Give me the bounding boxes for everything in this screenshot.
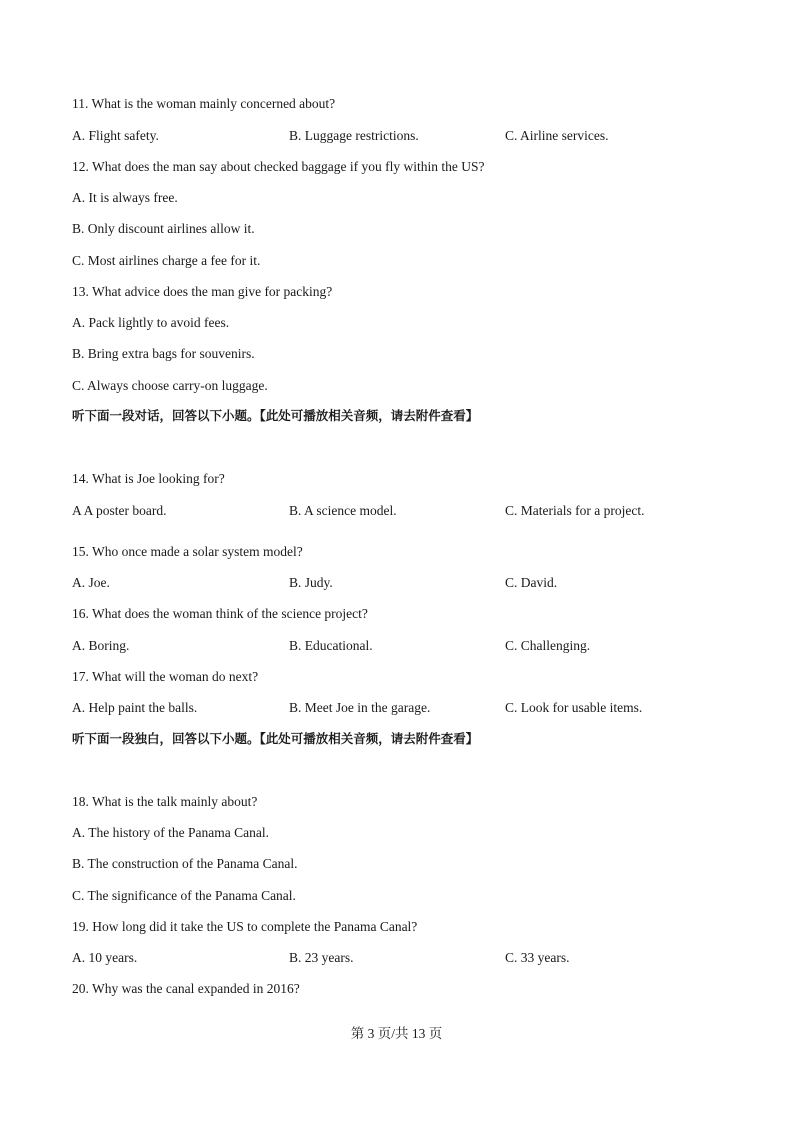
- q12-option-c: C. Most airlines charge a fee for it.: [72, 253, 261, 268]
- q12-option-b: B. Only discount airlines allow it.: [72, 221, 255, 236]
- q16-option-a: A. Boring.: [72, 638, 130, 653]
- q19-option-a: A. 10 years.: [72, 950, 138, 965]
- question-19: 19. How long did it take the US to complete the Panama Canal?: [72, 919, 418, 934]
- q14-option-c: C. Materials for a project.: [505, 503, 645, 518]
- q13-option-a: A. Pack lightly to avoid fees.: [72, 315, 230, 330]
- q11-option-b: B. Luggage restrictions.: [289, 128, 419, 143]
- q16-option-b: B. Educational.: [289, 638, 373, 653]
- section-instruction-dialogue: 听下面一段对话，回答以下小题。【此处可播放相关音频，请去附件查看】: [72, 408, 479, 423]
- q19-option-b: B. 23 years.: [289, 950, 354, 965]
- question-20: 20. Why was the canal expanded in 2016?: [72, 981, 300, 996]
- q18-option-c: C. The significance of the Panama Canal.: [72, 888, 296, 903]
- q15-option-c: C. David.: [505, 575, 558, 590]
- q17-option-a: A. Help paint the balls.: [72, 700, 198, 715]
- page-number-footer: 第 3 页/共 13 页: [350, 1026, 443, 1041]
- q14-option-b: B. A science model.: [289, 503, 397, 518]
- q18-option-b: B. The construction of the Panama Canal.: [72, 856, 298, 871]
- q13-option-b: B. Bring extra bags for souvenirs.: [72, 346, 255, 361]
- q16-option-c: C. Challenging.: [505, 638, 591, 653]
- question-11: 11. What is the woman mainly concerned about?: [72, 96, 336, 111]
- q11-option-c: C. Airline services.: [505, 128, 609, 143]
- question-15: 15. Who once made a solar system model?: [72, 544, 303, 559]
- question-12: 12. What does the man say about checked baggage if you fly within the US?: [72, 159, 485, 174]
- q13-option-c: C. Always choose carry-on luggage.: [72, 378, 268, 393]
- q11-option-a: A. Flight safety.: [72, 128, 159, 143]
- question-16: 16. What does the woman think of the science project?: [72, 606, 368, 621]
- q14-option-a: A A poster board.: [72, 503, 167, 518]
- question-17: 17. What will the woman do next?: [72, 669, 259, 684]
- q18-option-a: A. The history of the Panama Canal.: [72, 825, 269, 840]
- question-13: 13. What advice does the man give for packing?: [72, 284, 333, 299]
- question-18: 18. What is the talk mainly about?: [72, 794, 258, 809]
- question-14: 14. What is Joe looking for?: [72, 471, 225, 486]
- q15-option-b: B. Judy.: [289, 575, 333, 590]
- section-instruction-monologue: 听下面一段独白，回答以下小题。【此处可播放相关音频，请去附件查看】: [72, 731, 479, 746]
- q12-option-a: A. It is always free.: [72, 190, 178, 205]
- q19-option-c: C. 33 years.: [505, 950, 570, 965]
- q17-option-b: B. Meet Joe in the garage.: [289, 700, 431, 715]
- q15-option-a: A. Joe.: [72, 575, 110, 590]
- q17-option-c: C. Look for usable items.: [505, 700, 643, 715]
